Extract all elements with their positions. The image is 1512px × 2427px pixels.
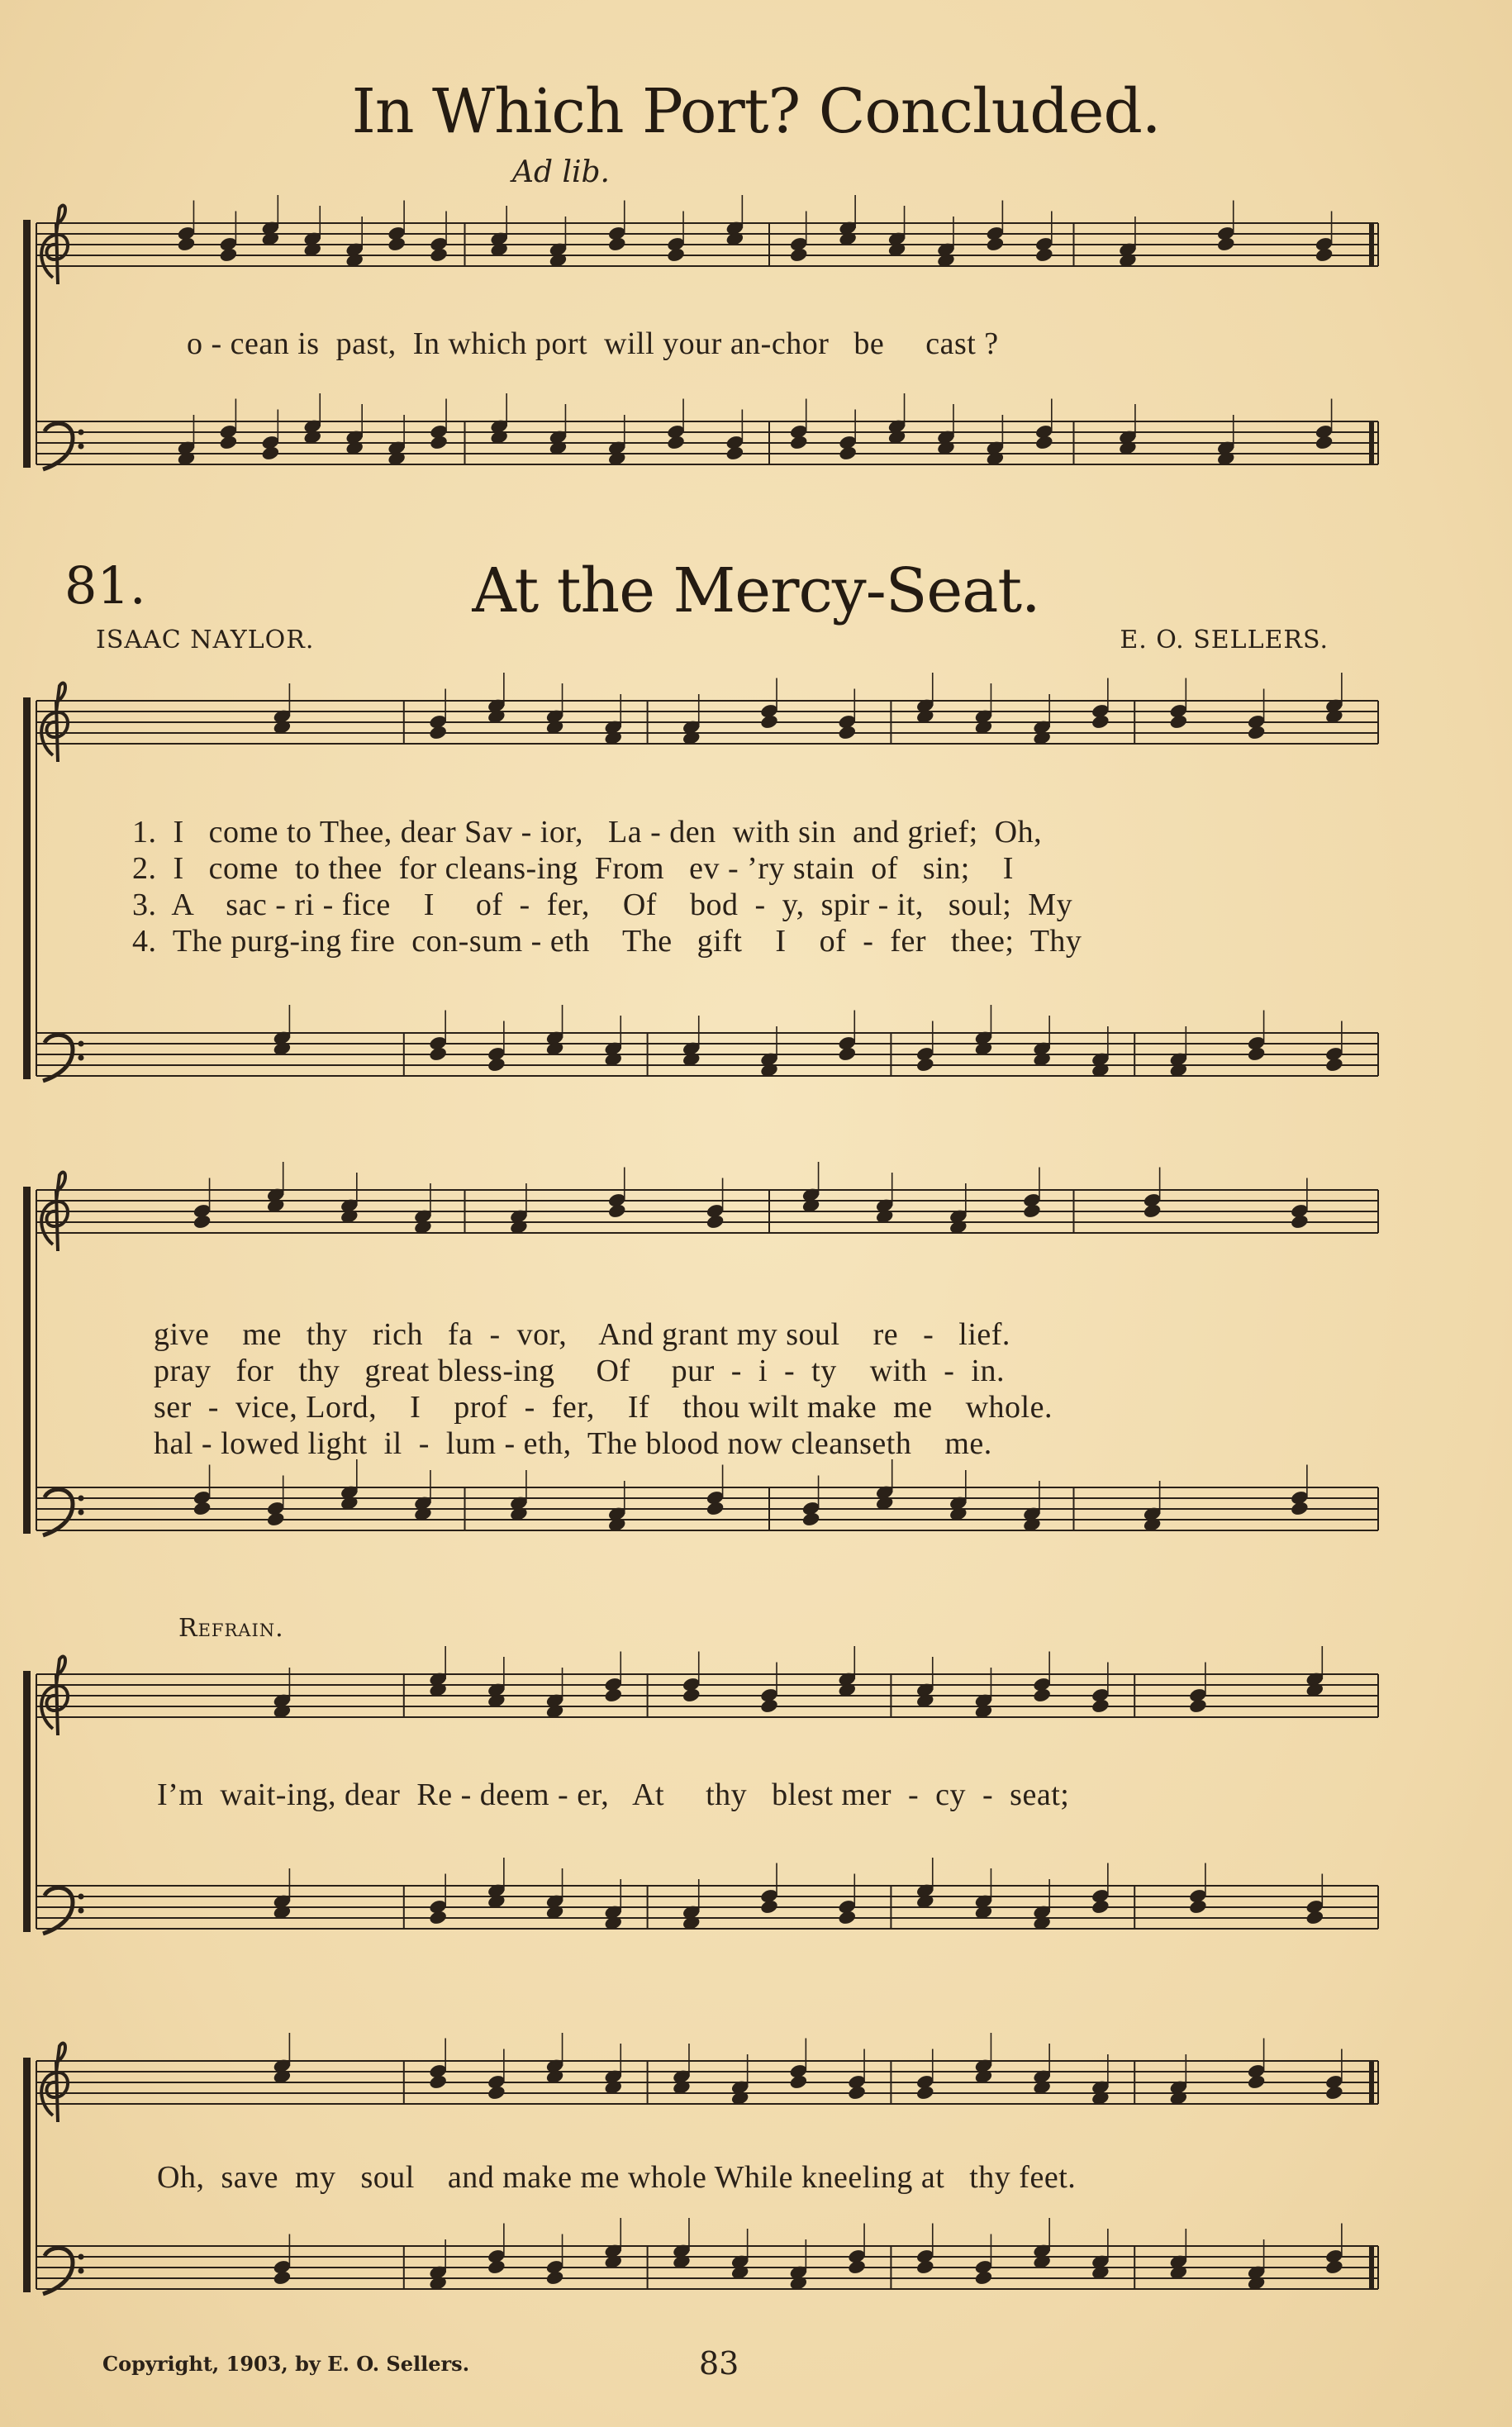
- previous-hymn-system-treble-notehead: [387, 236, 407, 253]
- previous-hymn-system-treble-notehead: [1034, 247, 1054, 264]
- previous-hymn-system-treble-notehead: [986, 236, 1006, 253]
- tempo-marking: Ad lib.: [512, 155, 611, 189]
- author-credit: ISAAC NAYLOR.: [96, 626, 315, 654]
- refrain-line-2: Oh, save my soul and make me whole While kneeling at thy feet.: [157, 2160, 1077, 2195]
- previous-hymn-system-treble-notehead: [1315, 247, 1334, 264]
- system-3-treble-notehead: [1091, 1698, 1110, 1715]
- system-4-brace: [23, 2058, 31, 2292]
- system-1-treble-notehead: [837, 725, 857, 741]
- previous-hymn-system-bass-notehead: [789, 435, 809, 451]
- system-4-bass-notehead: [487, 2259, 506, 2276]
- previous-hymn-system-bass-notehead: [1315, 435, 1334, 451]
- previous-hymn-lyric: o - cean is past, In which port will your an-chor be cast ?: [187, 326, 999, 361]
- hymn-number: 81.: [64, 555, 146, 616]
- system-1-treble-notehead: [1091, 714, 1110, 730]
- system-3-bass-notehead: [1305, 1910, 1325, 1926]
- system-2-treble-notehead: [706, 1214, 725, 1230]
- system-4-bass-clef: [43, 2248, 73, 2294]
- system-4-treble-notehead: [1247, 2074, 1267, 2091]
- verse-4-line-1: 4. The purg-ing fire con-sum - eth The gift I of - fer thee; Thy: [132, 924, 1082, 959]
- system-3-bass-clef-dot: [78, 1894, 84, 1900]
- system-4-treble-notehead: [789, 2074, 809, 2091]
- system-3-bass-notehead: [428, 1910, 448, 1926]
- previous-hymn-system-bass-notehead: [429, 435, 449, 451]
- previous-hymn-system-bass-clef: [43, 423, 73, 469]
- verse-1-line-2: give me thy rich fa - vor, And grant my soul re - lief.: [154, 1317, 1010, 1352]
- previous-hymn-system-bass-notehead: [725, 445, 745, 462]
- previous-hymn-system-bass-notehead: [666, 435, 686, 451]
- system-2-brace: [23, 1187, 31, 1534]
- system-3-bass-notehead: [1188, 1899, 1208, 1915]
- system-3-treble-notehead: [759, 1698, 779, 1715]
- verse-1-line-1: 1. I come to Thee, dear Sav - ior, La - den with sin and grief; Oh,: [132, 815, 1043, 849]
- page-number: 83: [699, 2345, 739, 2382]
- previous-hymn-system-treble-notehead: [1216, 236, 1236, 253]
- previous-hymn-system-bass-notehead: [1034, 435, 1054, 451]
- system-3-bass-notehead: [1091, 1899, 1110, 1915]
- system-1-bass-notehead: [487, 1057, 506, 1073]
- verse-3-line-2: ser - vice, Lord, I prof - fer, If thou wilt make me whole.: [154, 1390, 1053, 1425]
- system-2-treble-notehead: [1143, 1203, 1163, 1220]
- previous-hymn-system-brace: [23, 220, 31, 468]
- system-3-bass-clef: [43, 1887, 73, 1934]
- system-2-bass-notehead: [266, 1511, 286, 1528]
- system-4-bass-notehead: [273, 2270, 292, 2287]
- system-3-treble-notehead: [682, 1687, 701, 1704]
- previous-hymn-system-bass-clef-dot: [78, 444, 84, 450]
- system-4-treble-notehead: [847, 2085, 867, 2101]
- system-4-bass-notehead: [974, 2270, 994, 2287]
- system-4-bass-notehead: [545, 2270, 565, 2287]
- system-3-bass-notehead: [837, 1910, 857, 1926]
- system-1-treble-notehead: [1247, 725, 1267, 741]
- composer-credit: E. O. SELLERS.: [1120, 626, 1329, 654]
- refrain-label: Refrain.: [178, 1614, 284, 1643]
- system-1-bass-notehead: [428, 1046, 448, 1063]
- system-4-bass-clef-dot: [78, 2268, 84, 2274]
- previous-hymn-system-bass-notehead: [261, 445, 281, 462]
- previous-hymn-title: In Which Port? Concluded.: [351, 76, 1161, 147]
- previous-hymn-system-treble-notehead: [177, 236, 197, 253]
- previous-hymn-system-treble-notehead: [219, 247, 239, 264]
- system-1-bass-notehead: [915, 1057, 935, 1073]
- copyright-notice: Copyright, 1903, by E. O. Sellers.: [102, 2352, 470, 2376]
- previous-hymn-system-treble-notehead: [666, 247, 686, 264]
- system-2-treble-notehead: [1290, 1214, 1310, 1230]
- system-1-bass-notehead: [1324, 1057, 1344, 1073]
- system-1-bass-clef-dot: [78, 1041, 84, 1047]
- system-1-bass-notehead: [1247, 1046, 1267, 1063]
- system-3-treble-notehead: [603, 1687, 623, 1704]
- system-3-treble-notehead: [1188, 1698, 1208, 1715]
- previous-hymn-system-bass-clef-dot: [78, 430, 84, 435]
- system-2-treble-notehead: [607, 1203, 627, 1220]
- system-2-bass-notehead: [801, 1511, 821, 1528]
- system-2-bass-clef-dot: [78, 1496, 84, 1501]
- verse-4-line-2: hal - lowed light il - lum - eth, The blood now cleanseth me.: [154, 1426, 992, 1461]
- previous-hymn-system-bass-notehead: [838, 445, 858, 462]
- system-4-treble-notehead: [915, 2085, 935, 2101]
- system-3-brace: [23, 1671, 31, 1932]
- system-4-treble-notehead: [487, 2085, 506, 2101]
- previous-hymn-system-bass-notehead: [219, 435, 239, 451]
- system-1-bass-clef-dot: [78, 1055, 84, 1061]
- system-4-treble-notehead: [1324, 2085, 1344, 2101]
- verse-3-line-1: 3. A sac - ri - fice I of - fer, Of bod - y, spir - it, soul; My: [132, 888, 1073, 922]
- system-2-treble-notehead: [1022, 1203, 1042, 1220]
- system-2-bass-notehead: [706, 1501, 725, 1517]
- system-2-treble-notehead: [193, 1214, 212, 1230]
- system-3-bass-notehead: [759, 1899, 779, 1915]
- previous-hymn-system-treble-notehead: [789, 247, 809, 264]
- previous-hymn-system-treble-notehead: [607, 236, 627, 253]
- system-2-bass-notehead: [193, 1501, 212, 1517]
- system-3-bass-clef-dot: [78, 1908, 84, 1914]
- system-1-bass-notehead: [837, 1046, 857, 1063]
- verse-2-line-1: 2. I come to thee for cleans-ing From ev - ’ry stain of sin; I: [132, 851, 1014, 886]
- system-2-bass-notehead: [1290, 1501, 1310, 1517]
- system-4-bass-notehead: [1324, 2259, 1344, 2276]
- system-1-treble-notehead: [428, 725, 448, 741]
- refrain-line-1: I’m wait-ing, dear Re - deem - er, At thy blest mer - cy - seat;: [157, 1777, 1070, 1812]
- hymn-title: At the Mercy-Seat.: [472, 555, 1040, 626]
- system-3-treble-notehead: [1032, 1687, 1052, 1704]
- system-1-brace: [23, 697, 31, 1079]
- system-1-treble-notehead: [1169, 714, 1189, 730]
- system-4-bass-clef-dot: [78, 2254, 84, 2260]
- system-2-bass-clef-dot: [78, 1510, 84, 1516]
- system-2-bass-clef: [43, 1489, 73, 1535]
- system-4-treble-notehead: [428, 2074, 448, 2091]
- system-4-bass-notehead: [915, 2259, 935, 2276]
- system-1-bass-clef: [43, 1035, 73, 1081]
- system-4-bass-notehead: [847, 2259, 867, 2276]
- previous-hymn-system-treble-notehead: [429, 247, 449, 264]
- system-1-treble-notehead: [759, 714, 779, 730]
- verse-2-line-2: pray for thy great bless-ing Of pur - i - ty with - in.: [154, 1354, 1005, 1388]
